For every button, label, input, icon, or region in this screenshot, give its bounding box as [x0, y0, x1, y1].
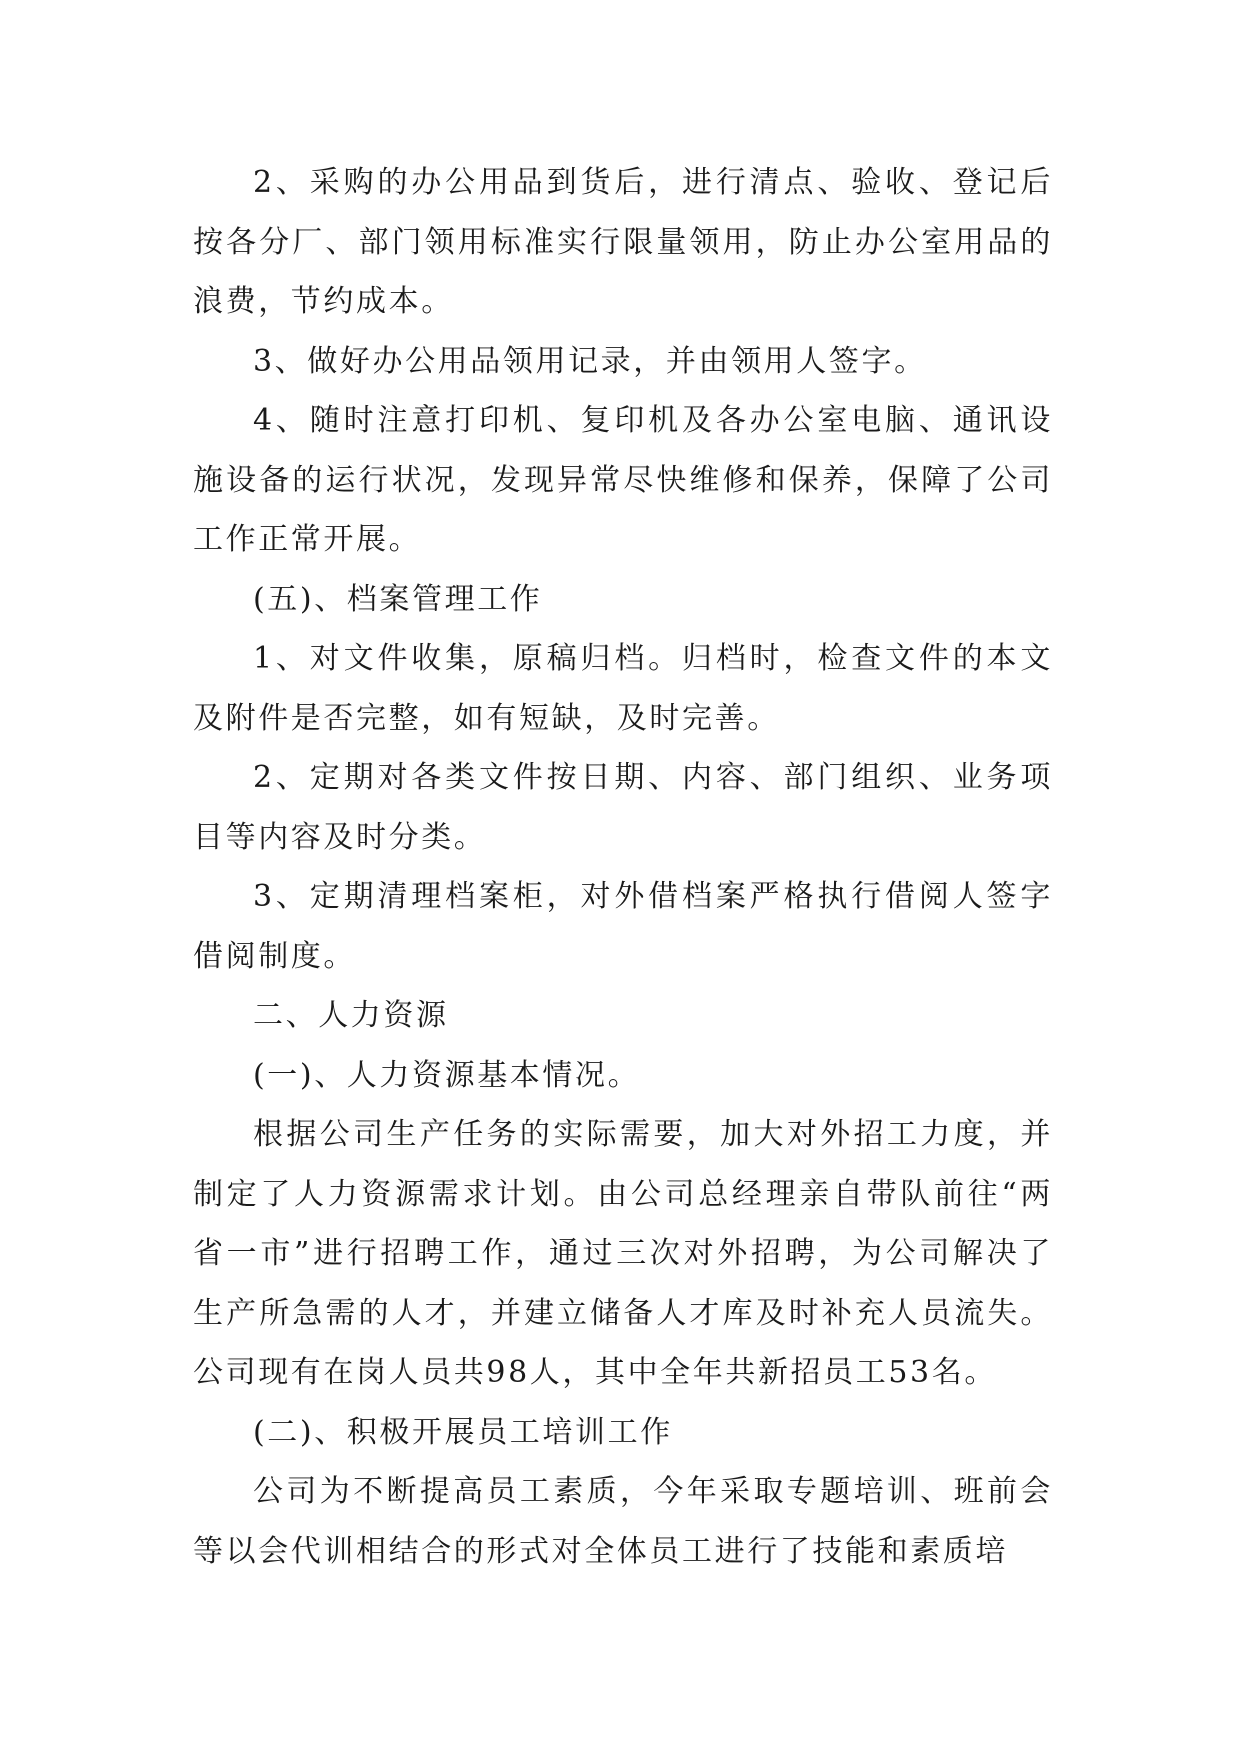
section-heading-archives: (五)、档案管理工作 — [253, 581, 543, 617]
section-heading-training: (二)、积极开展员工培训工作 — [253, 1414, 673, 1450]
paragraph-file-classification: 2、定期对各类文件按日期、内容、部门组织、业务项目等内容及时分类。 — [193, 760, 1053, 855]
paragraph-file-collection: 1、对文件收集，原稿归档。归档时，检查文件的本文及附件是否完整，如有短缺，及时完善。 — [193, 641, 1053, 736]
paragraph-equipment-maintenance: 4、随时注意打印机、复印机及各办公室电脑、通讯设施设备的运行状况，发现异常尽快维修和保养，保障了公司工作正常开展。 — [193, 403, 1053, 557]
paragraph-recruitment: 根据公司生产任务的实际需要，加大对外招工力度，并制定了人力资源需求计划。由公司总经理亲自带队前往“两省一市”进行招聘工作，通过三次对外招聘，为公司解决了生产所急需的人才，并建立储备人才库及时补充人员流失。公司现有在岗人员共98人，其中全年共新招员工53名。 — [193, 1117, 1053, 1390]
document-body — [193, 153, 1053, 1581]
paragraph-usage-record: 3、做好办公用品领用记录，并由领用人签字。 — [253, 343, 927, 379]
section-heading-hr: 二、人力资源 — [253, 998, 449, 1033]
paragraph-purchase-inspection: 2、采购的办公用品到货后，进行清点、验收、登记后按各分厂、部门领用标准实行限量领用，防止办公室用品的浪费，节约成本。 — [193, 165, 1053, 319]
section-heading-hr-overview: (一)、人力资源基本情况。 — [253, 1057, 641, 1093]
paragraph-training: 公司为不断提高员工素质，今年采取专题培训、班前会等以会代训相结合的形式对全体员工进行了技能和素质培 — [193, 1474, 1053, 1569]
paragraph-archive-cabinet: 3、定期清理档案柜，对外借档案严格执行借阅人签字借阅制度。 — [193, 879, 1053, 974]
